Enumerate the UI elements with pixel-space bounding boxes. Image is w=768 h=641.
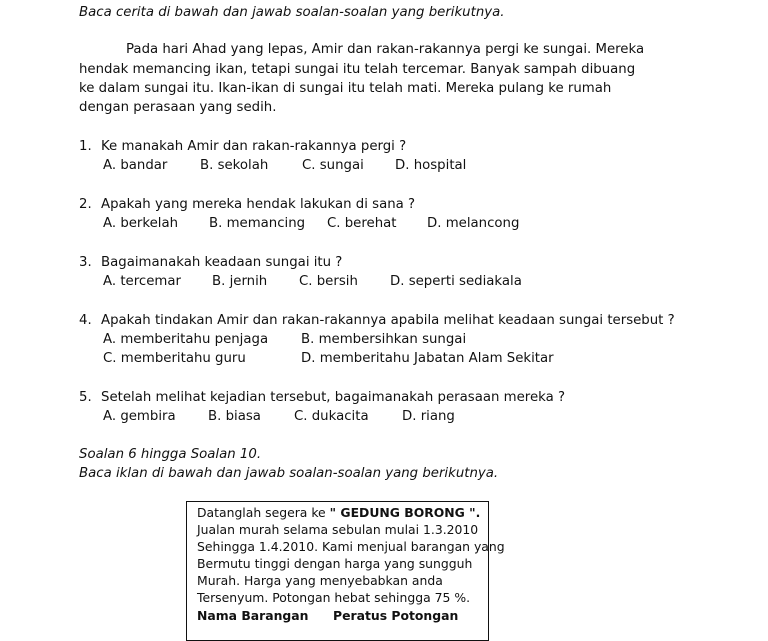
question-number: 3.	[79, 255, 92, 270]
q5-option-d[interactable]: D. riang	[402, 409, 455, 424]
q2-option-b[interactable]: B. memancing	[209, 216, 306, 231]
ad-line-4: Bermutu tinggi dengan harga yang sungguh	[197, 556, 473, 571]
question-number: 4.	[79, 313, 92, 328]
q4-option-d[interactable]: D. memberitahu Jabatan Alam Sekitar	[301, 351, 554, 366]
section-instruction: Baca iklan di bawah dan jawab soalan-soalan yang berikutnya.	[79, 466, 499, 481]
q2-option-d[interactable]: D. melancong	[427, 216, 520, 231]
ad-column-header-item: Nama Barangan	[197, 608, 309, 623]
q1-option-a[interactable]: A. bandar	[103, 158, 168, 173]
passage-line-1: Pada hari Ahad yang lepas, Amir dan rakan-rakannya pergi ke sungai. Mereka	[126, 42, 645, 57]
ad-line-1	[197, 505, 480, 520]
question-text: Apakah yang mereka hendak lakukan di sana ?	[101, 197, 416, 212]
ad-line-5: Murah. Harga yang menyebabkan anda	[197, 573, 443, 588]
question-text: Ke manakah Amir dan rakan-rakannya pergi ?	[101, 139, 407, 154]
ad-line-3: Sehingga 1.4.2010. Kami menjual barangan yang	[197, 539, 505, 554]
ad-store-name: " GEDUNG BORONG ".	[329, 505, 481, 520]
question-number: 2.	[79, 197, 92, 212]
ad-line-6: Tersenyum. Potongan hebat sehingga 75 %.	[197, 590, 471, 605]
q1-option-d[interactable]: D. hospital	[395, 158, 467, 173]
ad-column-header-discount: Peratus Potongan	[333, 608, 459, 623]
q4-option-b[interactable]: B. membersihkan sungai	[301, 332, 467, 347]
q2-option-a[interactable]: A. berkelah	[103, 216, 179, 231]
passage-line-2: hendak memancing ikan, tetapi sungai itu telah tercemar. Banyak sampah dibuang	[79, 62, 636, 77]
question-5	[79, 390, 565, 405]
passage-line-4: dengan perasaan yang sedih.	[79, 100, 277, 115]
q2-option-c[interactable]: C. berehat	[327, 216, 397, 231]
question-3	[79, 255, 342, 270]
passage-line-3: ke dalam sungai itu. Ikan-ikan di sungai itu telah mati. Mereka pulang ke rumah	[79, 81, 612, 96]
question-number: 5.	[79, 390, 92, 405]
q4-option-a[interactable]: A. memberitahu penjaga	[103, 332, 269, 347]
question-1	[79, 139, 406, 154]
section-title: Soalan 6 hingga Soalan 10.	[79, 447, 262, 462]
q5-option-c[interactable]: C. dukacita	[294, 409, 369, 424]
ad-intro: Datanglah segera ke	[197, 505, 326, 520]
question-4	[79, 313, 675, 328]
question-text: Setelah melihat kejadian tersebut, bagaimanakah perasaan mereka ?	[101, 390, 566, 405]
q1-option-b[interactable]: B. sekolah	[200, 158, 269, 173]
q5-option-a[interactable]: A. gembira	[103, 409, 176, 424]
q3-option-a[interactable]: A. tercemar	[103, 274, 181, 289]
q5-option-b[interactable]: B. biasa	[208, 409, 261, 424]
q4-option-c[interactable]: C. memberitahu guru	[103, 351, 246, 366]
question-number: 1.	[79, 139, 92, 154]
question-text: Apakah tindakan Amir dan rakan-rakannya apabila melihat keadaan sungai tersebut ?	[101, 313, 675, 328]
q1-option-c[interactable]: C. sungai	[302, 158, 364, 173]
advertisement-box	[186, 501, 505, 641]
question-2	[79, 197, 415, 212]
q3-option-b[interactable]: B. jernih	[212, 274, 268, 289]
ad-line-2: Jualan murah selama sebulan mulai 1.3.2010	[197, 522, 479, 537]
q3-option-d[interactable]: D. seperti sediakala	[390, 274, 522, 289]
q3-option-c[interactable]: C. bersih	[299, 274, 358, 289]
reading-instruction: Baca cerita di bawah dan jawab soalan-soalan yang berikutnya.	[79, 5, 505, 20]
question-text: Bagaimanakah keadaan sungai itu ?	[101, 255, 343, 270]
